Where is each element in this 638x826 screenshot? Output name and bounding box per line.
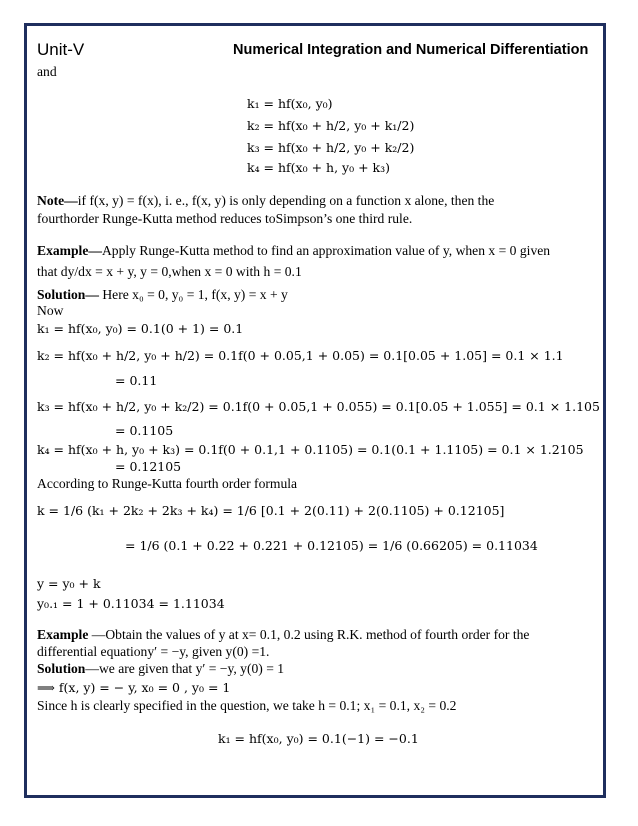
note-text: if f(x, y) = f(x), i. e., f(x, y) is only depending on a function x alone, then the xyxy=(77,193,495,208)
solution2-label: Solution xyxy=(37,661,86,676)
k3-result: = 0.1105 xyxy=(115,423,174,438)
y-result: y₀.₁ = 1 + 0.11034 = 1.11034 xyxy=(37,596,225,611)
k4-definition: k₄ = hf(x₀ + h, y₀ + k₃) xyxy=(247,160,390,175)
k-calculation: k = 1/6 (k₁ + 2k₂ + 2k₃ + k₄) = 1/6 [0.1 + 2(0.11) + 2(0.1105) + 0.12105] xyxy=(37,503,505,518)
example2-text: —Obtain the values of y at x= 0.1, 0.2 using R.K. method of fourth order for the xyxy=(88,627,530,642)
solution1-label: Solution— xyxy=(37,287,99,302)
and-text: and xyxy=(37,64,57,79)
page-title: Numerical Integration and Numerical Differentiation xyxy=(233,42,589,58)
y-equation: y = y₀ + k xyxy=(37,576,101,591)
now-text: Now xyxy=(37,303,64,318)
implies-line: ⟹ f(x, y) = − y, x₀ = 0 , y₀ = 1 xyxy=(37,680,231,695)
solution2-paragraph xyxy=(37,661,284,677)
k2-definition: k₂ = hf(x₀ + h/2, y₀ + k₁/2) xyxy=(247,118,415,133)
k-calculation-line2: = 1/6 (0.1 + 0.22 + 0.221 + 0.12105) = 1/6 (0.66205) = 0.11034 xyxy=(125,538,538,553)
example1-text: Apply Runge-Kutta method to find an approximation value of y, when x = 0 given xyxy=(101,243,551,258)
example2-label: Example xyxy=(37,627,89,642)
solution1-text: Here x₀ = 0, y₀ = 1, f(x, y) = x + y xyxy=(98,287,288,302)
k3-definition: k₃ = hf(x₀ + h/2, y₀ + k₂/2) xyxy=(247,140,415,155)
example1-label: Example— xyxy=(37,243,102,258)
example1-text-line2: that dy/dx = x + y, y = 0,when x = 0 with h = 0.1 xyxy=(37,264,302,279)
since-h-text: Since h is clearly specified in the question, we take h = 0.1; x₁ = 0.1, x₂ = 0.2 xyxy=(37,698,457,713)
unit-label: Unit-V xyxy=(37,40,85,59)
k1-definition: k₁ = hf(x₀, y₀) xyxy=(247,96,333,111)
note-paragraph xyxy=(37,193,494,209)
k4-calculation: k₄ = hf(x₀ + h, y₀ + k₃) = 0.1f(0 + 0.1,1 + 0.1105) = 0.1(0.1 + 1.1105) = 0.1 × 1.2105 xyxy=(37,442,584,457)
solution1-paragraph xyxy=(37,287,288,303)
solution2-text: —we are given that y′ = −y, y(0) = 1 xyxy=(85,661,285,676)
example1-paragraph xyxy=(37,243,550,259)
k1-calculation: k₁ = hf(x₀, y₀) = 0.1(0 + 1) = 0.1 xyxy=(37,321,244,336)
k1-final: k₁ = hf(x₀, y₀) = 0.1(−1) = −0.1 xyxy=(218,731,419,746)
k2-result: = 0.11 xyxy=(115,373,158,388)
k4-result: = 0.12105 xyxy=(115,459,182,474)
note-text-line2: fourthorder Runge-Kutta method reduces toSimpson’s one third rule. xyxy=(37,211,413,226)
k3-calculation: k₃ = hf(x₀ + h/2, y₀ + k₂/2) = 0.1f(0 + 0.05,1 + 0.055) = 0.1[0.05 + 1.055] = 0.1 × 1.105 xyxy=(37,399,600,414)
example2-paragraph xyxy=(37,627,529,643)
note-label: Note— xyxy=(37,193,78,208)
k2-calculation: k₂ = hf(x₀ + h/2, y₀ + h/2) = 0.1f(0 + 0.05,1 + 0.05) = 0.1[0.05 + 1.05] = 0.1 × 1.1 xyxy=(37,348,564,363)
example2-text-line2: differential equationy′ = −y, given y(0) =1. xyxy=(37,644,270,659)
rk-formula-text: According to Runge-Kutta fourth order formula xyxy=(37,476,298,491)
